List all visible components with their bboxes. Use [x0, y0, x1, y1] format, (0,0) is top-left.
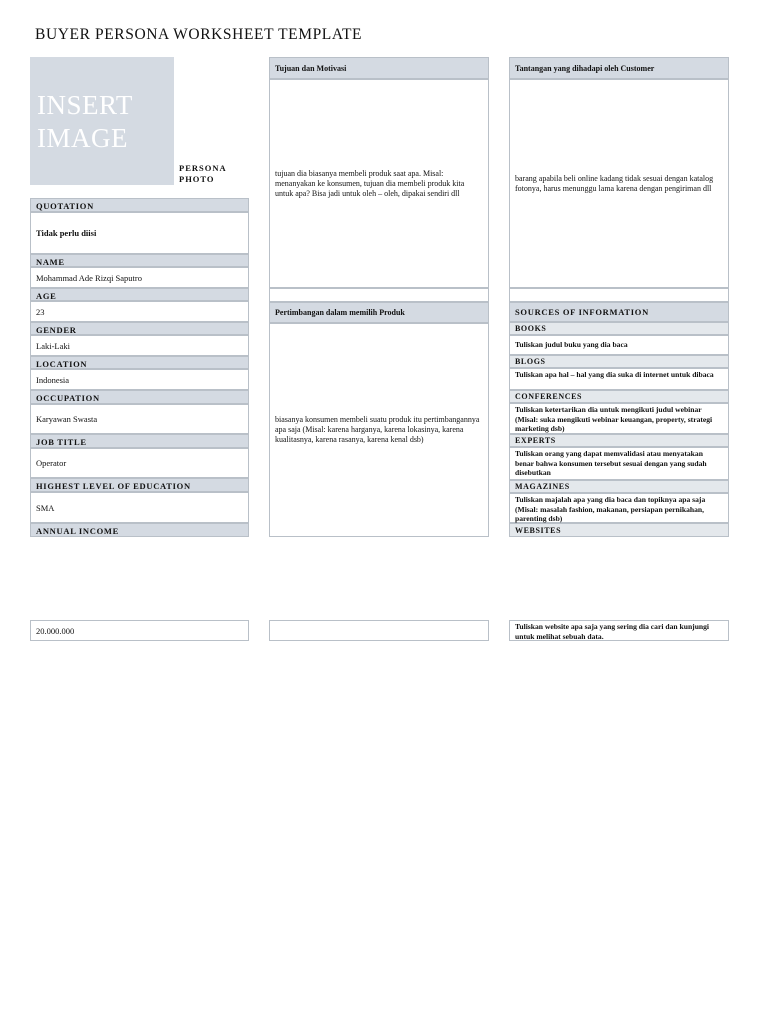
job-title-label: JOB TITLE	[30, 434, 249, 448]
persona-image-placeholder[interactable]	[30, 57, 174, 185]
experts-field[interactable]: Tuliskan orang yang dapat memvalidasi atau menyatakan benar bahwa konsumen tersebut sesuai dengan yang sudah disebutkan	[509, 447, 729, 480]
page-title: BUYER PERSONA WORKSHEET TEMPLATE	[35, 26, 363, 43]
education-label: HIGHEST LEVEL OF EDUCATION	[30, 478, 249, 492]
annual-income-label: ANNUAL INCOME	[30, 523, 249, 537]
magazines-field[interactable]: Tuliskan majalah apa yang dia baca dan topiknya apa saja (Misal: masalah fashion, makanan, persiapan pernikahan, parenting dsb)	[509, 493, 729, 523]
conferences-field[interactable]: Tuliskan ketertarikan dia untuk mengikuti judul webinar (Misal: suka mengikuti webinar keuangan, property, strategi marketing dsb)	[509, 403, 729, 434]
challenges-label: Tantangan yang dihadapi oleh Customer	[509, 57, 729, 79]
name-field[interactable]: Mohammad Ade Rizqi Saputro	[30, 267, 249, 288]
occupation-field[interactable]: Karyawan Swasta	[30, 404, 249, 434]
considerations-extra-row[interactable]	[269, 620, 489, 641]
conferences-label: CONFERENCES	[509, 390, 729, 403]
books-field[interactable]: Tuliskan judul buku yang dia baca	[509, 335, 729, 355]
education-field[interactable]: SMA	[30, 492, 249, 523]
quotation-label: QUOTATION	[30, 198, 249, 212]
goals-extra-row	[269, 288, 489, 302]
location-field[interactable]: Indonesia	[30, 369, 249, 390]
job-title-field[interactable]: Operator	[30, 448, 249, 478]
location-label: LOCATION	[30, 356, 249, 369]
challenges-field[interactable]: barang apabila beli online kadang tidak sesuai dengan katalog fotonya, harus menunggu lama karena dengan pengiriman dll	[509, 79, 729, 288]
age-field[interactable]: 23	[30, 301, 249, 322]
websites-field[interactable]: Tuliskan website apa saja yang sering dia cari dan kunjungi untuk melihat sebuah data.	[509, 620, 729, 641]
image-placeholder-text: INSERT IMAGE	[37, 90, 133, 153]
considerations-field[interactable]: biasanya konsumen membeli suatu produk itu pertimbangannya apa saja (Misal: karena harganya, karena lokasinya, karena kualitasnya, karena rasanya, karena kenal dsb)	[269, 323, 489, 537]
gender-field[interactable]: Laki-Laki	[30, 335, 249, 356]
books-label: BOOKS	[509, 322, 729, 335]
goals-label: Tujuan dan Motivasi	[269, 57, 489, 79]
age-label: AGE	[30, 288, 249, 301]
goals-field[interactable]: tujuan dia biasanya membeli produk saat apa. Misal: menanyakan ke konsumen, tujuan dia membeli produk kita untuk apa? Bisa jadi untuk oleh – oleh, dipakai sendiri dll	[269, 79, 489, 288]
considerations-label: Pertimbangan dalam memilih Produk	[269, 302, 489, 323]
name-label: NAME	[30, 254, 249, 267]
experts-label: EXPERTS	[509, 434, 729, 447]
blogs-field[interactable]: Tuliskan apa hal – hal yang dia suka di internet untuk dibaca	[509, 368, 729, 390]
annual-income-field[interactable]: 20.000.000	[30, 620, 249, 641]
challenges-extra-row	[509, 288, 729, 302]
quotation-field[interactable]: Tidak perlu diisi	[30, 212, 249, 254]
blogs-label: BLOGS	[509, 355, 729, 368]
occupation-label: OCCUPATION	[30, 390, 249, 404]
magazines-label: MAGAZINES	[509, 480, 729, 493]
sources-label: SOURCES OF INFORMATION	[509, 302, 729, 322]
gender-label: GENDER	[30, 322, 249, 335]
websites-label: WEBSITES	[509, 523, 729, 537]
persona-photo-label: PERSONA PHOTO	[179, 163, 227, 184]
